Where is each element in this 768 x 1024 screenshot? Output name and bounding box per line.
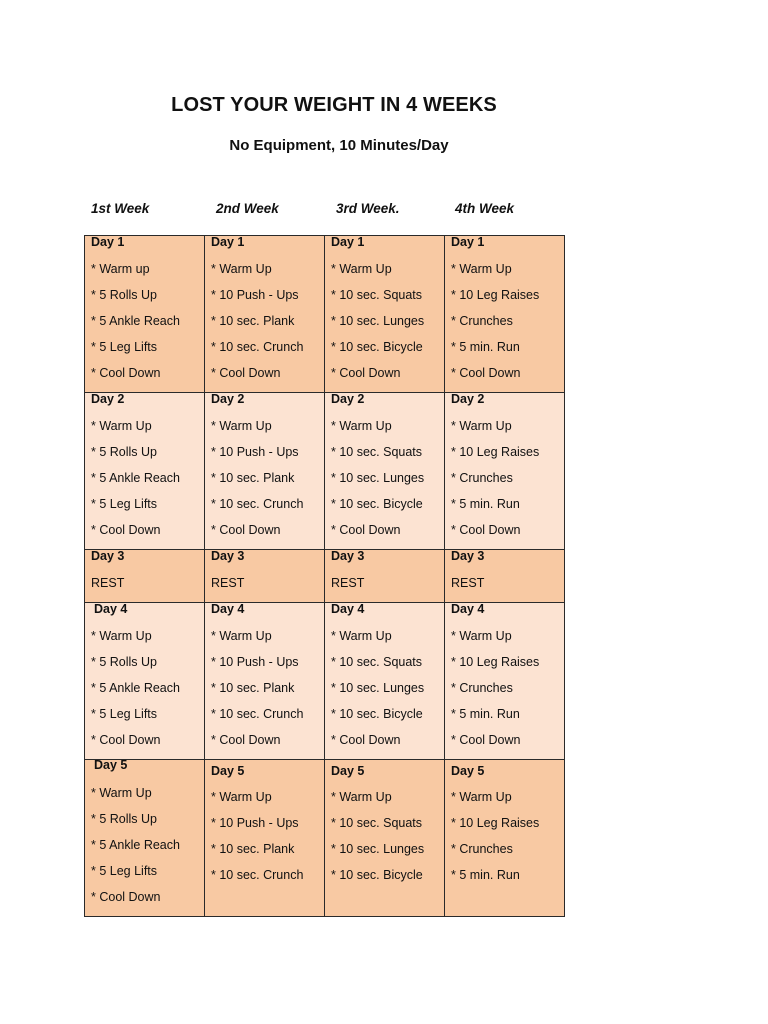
schedule-cell (205, 550, 325, 603)
exercise-item: * Cool Down (331, 733, 401, 747)
day-label: Day 3 (451, 549, 485, 563)
exercise-item: * Cool Down (451, 523, 521, 537)
schedule-cell (205, 760, 325, 917)
day-label: Day 5 (331, 764, 365, 778)
rest-label: REST (331, 576, 365, 590)
exercise-item: * Warm Up (331, 629, 392, 643)
workout-schedule-table (84, 235, 565, 917)
day-label: Day 1 (331, 235, 365, 249)
schedule-cell (325, 760, 445, 917)
exercise-item: * 5 min. Run (451, 707, 520, 721)
exercise-item: * Warm Up (211, 790, 272, 804)
schedule-cell (325, 236, 445, 393)
day-label: Day 3 (91, 549, 125, 563)
exercise-item: * 10 Leg Raises (451, 288, 540, 302)
exercise-item: * Warm up (91, 262, 150, 276)
day-label: Day 5 (94, 759, 128, 772)
day-label: Day 4 (211, 602, 245, 616)
exercise-item: * 10 sec. Plank (211, 471, 295, 485)
exercise-item: * 5 Leg Lifts (91, 497, 158, 511)
exercise-item: * Warm Up (451, 262, 512, 276)
schedule-cell (445, 760, 565, 917)
exercise-item: * 10 sec. Squats (331, 816, 423, 830)
exercise-item: * Warm Up (211, 419, 272, 433)
week-headers (84, 201, 565, 219)
schedule-cell (85, 603, 205, 760)
week-header-3: 3rd Week. (336, 201, 400, 216)
exercise-item: * Warm Up (451, 629, 512, 643)
exercise-item: * Cool Down (91, 523, 161, 537)
exercise-item: * Cool Down (331, 523, 401, 537)
day-label: Day 2 (451, 392, 485, 406)
schedule-cell (205, 603, 325, 760)
exercise-item: * 5 Ankle Reach (91, 681, 180, 695)
exercise-item: * Crunches (451, 314, 513, 328)
schedule-cell (205, 393, 325, 550)
exercise-item: * Warm Up (91, 786, 152, 800)
exercise-item: * 10 Push - Ups (211, 816, 299, 830)
week-header-4: 4th Week (455, 201, 515, 216)
exercise-item: * 10 sec. Bicycle (331, 340, 423, 354)
table-row (85, 393, 565, 550)
exercise-item: * Crunches (451, 842, 513, 856)
exercise-item: * Warm Up (331, 262, 392, 276)
exercise-item: * Cool Down (91, 890, 161, 904)
day-label: Day 5 (451, 764, 485, 778)
exercise-item: * 10 Leg Raises (451, 816, 540, 830)
exercise-item: * 10 Leg Raises (451, 655, 540, 669)
exercise-item: * Warm Up (451, 790, 512, 804)
exercise-item: * 10 sec. Lunges (331, 314, 425, 328)
exercise-item: * 5 min. Run (451, 868, 520, 882)
exercise-item: * Crunches (451, 471, 513, 485)
exercise-item: * 5 Ankle Reach (91, 314, 180, 328)
exercise-item: * 5 Rolls Up (91, 812, 157, 826)
exercise-item: * Cool Down (331, 366, 401, 380)
exercise-item: * 10 sec. Plank (211, 842, 295, 856)
day-label: Day 5 (211, 764, 245, 778)
day-label: Day 2 (211, 392, 245, 406)
exercise-item: * 10 sec. Crunch (211, 497, 304, 511)
exercise-item: * Cool Down (91, 733, 161, 747)
exercise-item: * 10 sec. Crunch (211, 868, 304, 882)
schedule-cell (85, 550, 205, 603)
exercise-item: * 10 sec. Squats (331, 445, 423, 459)
exercise-item: * 5 Rolls Up (91, 288, 157, 302)
day-label: Day 4 (94, 602, 128, 616)
day-label: Day 2 (331, 392, 365, 406)
exercise-item: * Cool Down (451, 733, 521, 747)
exercise-item: * Cool Down (211, 733, 281, 747)
schedule-cell (85, 393, 205, 550)
exercise-item: * 10 sec. Squats (331, 288, 423, 302)
schedule-cell (445, 236, 565, 393)
exercise-item: * 10 sec. Bicycle (331, 497, 423, 511)
exercise-item: * Warm Up (211, 629, 272, 643)
exercise-item: * Warm Up (211, 262, 272, 276)
table-row (85, 760, 565, 917)
exercise-item: * 10 sec. Bicycle (331, 868, 423, 882)
exercise-item: * 10 sec. Plank (211, 314, 295, 328)
exercise-item: * Warm Up (331, 419, 392, 433)
exercise-item: * 5 Ankle Reach (91, 838, 180, 852)
exercise-item: * 10 Push - Ups (211, 445, 299, 459)
schedule-cell (325, 393, 445, 550)
day-label: Day 4 (451, 602, 485, 616)
exercise-item: * 5 Leg Lifts (91, 340, 158, 354)
exercise-item: * 10 sec. Bicycle (331, 707, 423, 721)
day-label: Day 3 (331, 549, 365, 563)
schedule-cell (445, 550, 565, 603)
rest-label: REST (211, 576, 245, 590)
rest-label: REST (91, 576, 125, 590)
day-label: Day 2 (91, 392, 125, 406)
exercise-item: * 10 sec. Crunch (211, 340, 304, 354)
exercise-item: * 5 min. Run (451, 497, 520, 511)
exercise-item: * Cool Down (451, 366, 521, 380)
exercise-item: * Warm Up (91, 419, 152, 433)
table-row (85, 603, 565, 760)
exercise-item: * 10 sec. Lunges (331, 471, 425, 485)
schedule-cell (445, 603, 565, 760)
schedule-cell (325, 603, 445, 760)
exercise-item: * 5 Leg Lifts (91, 864, 158, 878)
exercise-item: * 5 Ankle Reach (91, 471, 180, 485)
exercise-item: * Warm Up (331, 790, 392, 804)
week-header-2: 2nd Week (216, 201, 279, 216)
exercise-item: * Warm Up (451, 419, 512, 433)
exercise-item: * 10 sec. Crunch (211, 707, 304, 721)
exercise-item: * 10 sec. Lunges (331, 681, 425, 695)
exercise-item: * 5 min. Run (451, 340, 520, 354)
exercise-item: * 5 Rolls Up (91, 655, 157, 669)
schedule-cell (85, 760, 205, 917)
exercise-item: * 10 Push - Ups (211, 655, 299, 669)
exercise-item: * 10 sec. Squats (331, 655, 423, 669)
exercise-item: * 10 Leg Raises (451, 445, 540, 459)
exercise-item: * Cool Down (91, 366, 161, 380)
exercise-item: * Warm Up (91, 629, 152, 643)
day-label: Day 1 (91, 235, 125, 249)
day-label: Day 3 (211, 549, 245, 563)
day-label: Day 1 (211, 235, 245, 249)
rest-label: REST (451, 576, 485, 590)
exercise-item: * 10 sec. Lunges (331, 842, 425, 856)
exercise-item: * 10 sec. Plank (211, 681, 295, 695)
page-subtitle: No Equipment, 10 Minutes/Day (229, 137, 449, 154)
exercise-item: * Crunches (451, 681, 513, 695)
schedule-cell (445, 393, 565, 550)
exercise-item: * 10 Push - Ups (211, 288, 299, 302)
exercise-item: * Cool Down (211, 366, 281, 380)
week-header-1: 1st Week (91, 201, 150, 216)
schedule-cell (325, 550, 445, 603)
day-label: Day 1 (451, 235, 485, 249)
schedule-cell (85, 236, 205, 393)
schedule-cell (205, 236, 325, 393)
page-title: LOST YOUR WEIGHT IN 4 WEEKS (171, 94, 497, 116)
exercise-item: * Cool Down (211, 523, 281, 537)
exercise-item: * 5 Leg Lifts (91, 707, 158, 721)
table-row (85, 550, 565, 603)
day-label: Day 4 (331, 602, 365, 616)
table-row (85, 236, 565, 393)
exercise-item: * 5 Rolls Up (91, 445, 157, 459)
